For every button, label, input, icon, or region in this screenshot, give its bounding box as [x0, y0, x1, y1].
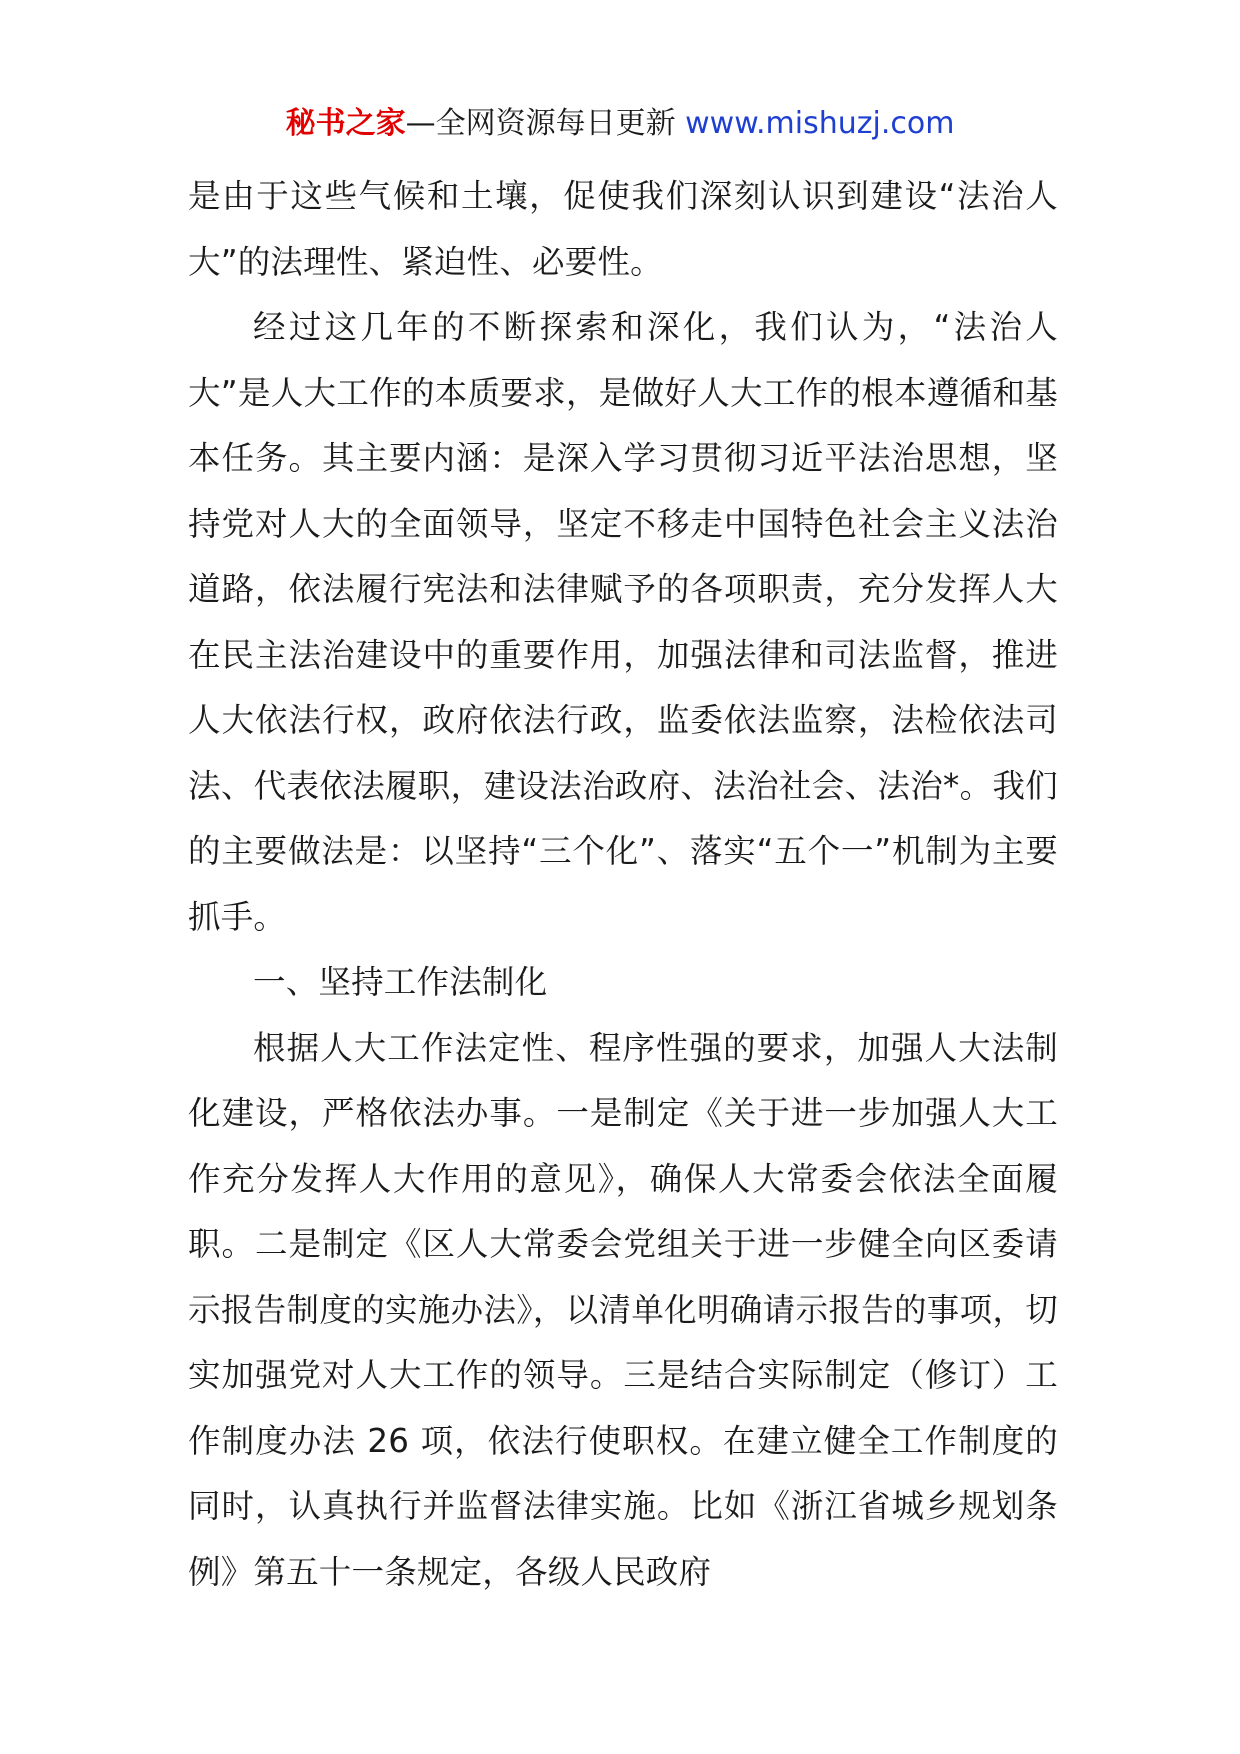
- paragraph-legalization: 根据人大工作法定性、程序性强的要求，加强人大法制化建设，严格依法办事。一是制定《关于进一步加强人大工作充分发挥人大作用的意见》，确保人大常委会依法全面履职。二是制定《区人大常委会党组关于进一步健全向区委请示报告制度的实施办法》，以清单化明确请示报告的事项，切实加强党对人大工作的领导。三是结合实际制定（修订）工作制度办法 26 项，依法行使职权。在建立健全工作制度的同时，认真执行并监督法律实施。比如《浙江省城乡规划条例》第五十一条规定，各级人民政府: [188, 1028, 1058, 1591]
- site-header: [0, 104, 1240, 144]
- document-body: [188, 164, 1058, 1605]
- section-heading: 一、坚持工作法制化: [253, 963, 548, 1001]
- paragraph-continuation: 是由于这些气候和土壤，促使我们深刻认识到建设“法治人大”的法理性、紧迫性、必要性。: [188, 177, 1058, 281]
- site-url-link[interactable]: www.mishuzj.com: [685, 106, 955, 141]
- header-tagline: —全网资源每日更新: [405, 106, 676, 141]
- paragraph-connotation: 经过这几年的不断探索和深化，我们认为，“法治人大”是人大工作的本质要求，是做好人大工作的根本遵循和基本任务。其主要内涵：是深入学习贯彻习近平法治思想，坚持党对人大的全面领导，坚定不移走中国特色社会主义法治道路，依法履行宪法和法律赋予的各项职责，充分发挥人大在民主法治建设中的重要作用，加强法律和司法监督，推进人大依法行权，政府依法行政，监委依法监察，法检依法司法、代表依法履职，建设法治政府、法治社会、法治*。我们的主要做法是：以坚持“三个化”、落实“五个一”机制为主要抓手。: [188, 308, 1058, 936]
- brand-name: 秘书之家: [285, 106, 406, 141]
